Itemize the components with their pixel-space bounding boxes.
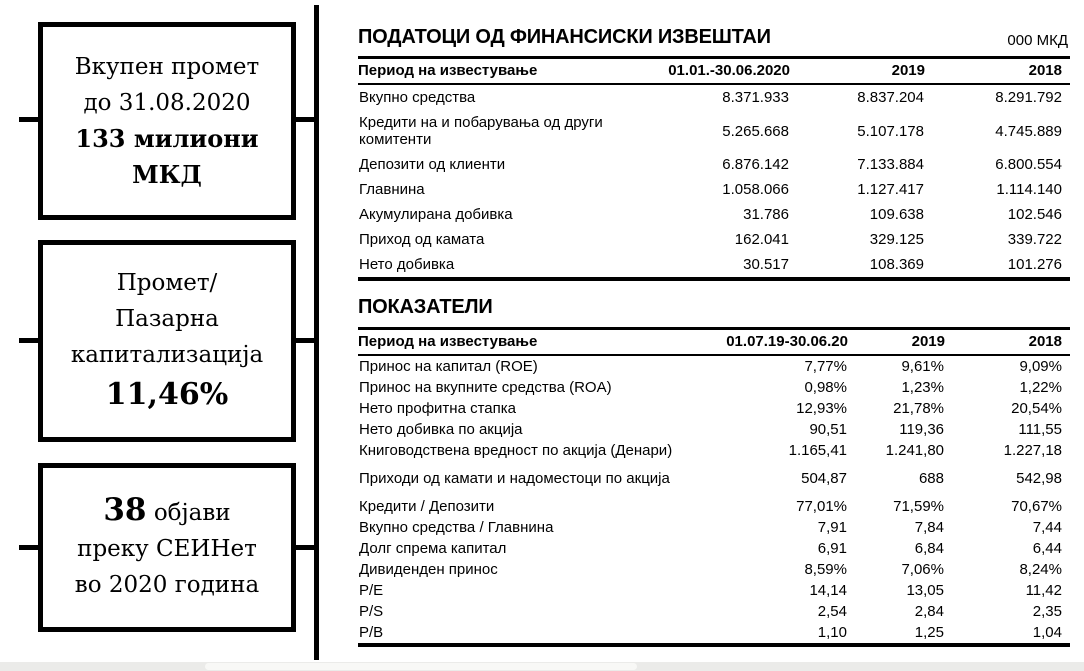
row-value: 7.133.884: [857, 156, 924, 173]
row-label: Главнина: [359, 181, 425, 198]
row-label: Долг спрема капитал: [359, 540, 507, 557]
table-row: [358, 538, 1070, 559]
row-value: 108.369: [869, 256, 924, 273]
row-label: Кредити на и побарувања од други комитенти: [359, 114, 603, 148]
table-header-row: [358, 329, 1070, 356]
row-value: 8,59%: [804, 561, 847, 578]
table-header-row: [358, 58, 1070, 85]
stat-box-value: 133 милиони: [75, 124, 259, 153]
row-label: Вкупно средства / Главнина: [359, 519, 554, 536]
column-header: 2018: [925, 58, 1070, 85]
row-value: 14,14: [809, 582, 847, 599]
row-label: Депозити од клиенти: [359, 156, 506, 173]
row-value: 1,22%: [1019, 379, 1062, 396]
row-label: Нето профитна стапка: [359, 400, 516, 417]
stat-box-line: преку СЕИНет: [77, 536, 257, 562]
stat-box-line: Пазарна: [115, 306, 219, 332]
row-value: 5.265.668: [722, 122, 789, 140]
row-value: 20,54%: [1011, 400, 1062, 417]
row-value: 1.058.066: [722, 181, 789, 198]
row-value: 70,67%: [1011, 498, 1062, 515]
row-value: 111,55: [1018, 421, 1062, 438]
table-row: [358, 489, 1070, 517]
row-value: 1.127.417: [857, 181, 924, 198]
row-value: 109.638: [869, 206, 924, 223]
row-value: 7,06%: [901, 561, 944, 578]
table-row: [358, 398, 1070, 419]
row-value: 1.227,18: [1003, 442, 1062, 459]
column-header: 01.07.19-30.06.20: [726, 329, 848, 356]
row-value: 31.786: [743, 206, 789, 223]
row-value: 162.041: [734, 231, 789, 248]
row-value: 102.546: [1007, 206, 1062, 223]
table-row: [358, 419, 1070, 440]
indicators-title: ПОКАЗАТЕЛИ: [358, 296, 493, 318]
connector-vertical-line: [314, 5, 319, 660]
row-value: 12,93%: [796, 400, 847, 417]
row-value: 8.291.792: [995, 89, 1062, 106]
stat-box-line-rest: објави: [153, 500, 231, 526]
row-value: 5.107.178: [857, 122, 924, 140]
table-row: [358, 517, 1070, 538]
stat-box-announcements: [38, 463, 296, 632]
row-value: 13,05: [906, 582, 944, 599]
stat-box-total-turnover: [38, 22, 296, 220]
connector-stub-right-3: [293, 545, 316, 550]
row-value: 9,09%: [1019, 358, 1062, 375]
column-header: 01.01.-30.06.2020: [643, 58, 790, 85]
table-row: [358, 177, 1070, 202]
row-value: 77,01%: [796, 498, 847, 515]
row-value: 101.276: [1007, 256, 1062, 273]
row-value: 6.876.142: [722, 156, 789, 173]
column-header: 2019: [848, 329, 945, 356]
row-label: Акумулирана добивка: [359, 206, 513, 223]
row-value: 2,84: [914, 603, 944, 620]
financial-table: [358, 56, 1070, 281]
scrollbar-thumb[interactable]: [205, 663, 637, 670]
row-value: 71,59%: [893, 498, 944, 515]
row-value: 21,78%: [893, 400, 944, 417]
row-value: 30.517: [743, 256, 789, 273]
row-label: P/E: [359, 582, 384, 599]
row-label: Кредити / Депозити: [359, 498, 495, 515]
table-row: [358, 202, 1070, 227]
table-row: [358, 559, 1070, 580]
row-label: P/B: [359, 624, 384, 641]
stat-box-line: Промет/: [116, 270, 218, 296]
row-value: 8.837.204: [857, 89, 924, 106]
row-value: 7,84: [914, 519, 944, 536]
row-label: Дивиденден принос: [359, 561, 498, 578]
row-label: Книговодствена вредност по акција (Денари): [359, 442, 673, 459]
column-header: 2019: [790, 58, 925, 85]
stat-box-turnover-market-cap: [38, 240, 296, 442]
stat-box-value: МКД: [132, 160, 202, 189]
connector-stub-right-2: [293, 338, 316, 343]
stat-box-value: 38: [103, 492, 147, 528]
row-value: 6,84: [914, 540, 944, 557]
stat-box-line: [103, 492, 230, 531]
row-value: 688: [918, 470, 944, 487]
row-value: 8,24%: [1019, 561, 1062, 578]
stat-box-value: 11,46%: [105, 377, 229, 412]
row-value: 0,98%: [804, 379, 847, 396]
table-row: [358, 580, 1070, 601]
row-label: Вкупно средства: [359, 89, 476, 106]
row-value: 9,61%: [901, 358, 944, 375]
row-value: 7,77%: [804, 358, 847, 375]
row-value: 339.722: [1007, 231, 1062, 248]
row-value: 4.745.889: [995, 122, 1062, 140]
row-value: 1.165,41: [788, 442, 847, 459]
column-header: 2018: [945, 329, 1070, 356]
financial-table-title-row: [358, 26, 1070, 49]
row-value: 11,42: [1025, 582, 1062, 599]
financial-table-title: ПОДАТОЦИ ОД ФИНАНСИСКИ ИЗВЕШТАИ: [358, 26, 771, 48]
table-row: [358, 440, 1070, 461]
row-value: 542,98: [1016, 470, 1062, 487]
row-value: 7,91: [817, 519, 847, 536]
table-row: [358, 252, 1070, 279]
scrollbar-track[interactable]: [0, 662, 1084, 671]
row-value: 90,51: [809, 421, 847, 438]
row-label: Принос на вкупните средства (ROA): [359, 379, 612, 396]
table-row: [358, 110, 1070, 152]
table-row: [358, 227, 1070, 252]
table-row: [358, 622, 1070, 645]
row-value: 2,54: [817, 603, 847, 620]
row-value: 6.800.554: [995, 156, 1062, 173]
row-value: 119,36: [899, 421, 944, 438]
row-label: Приход од камата: [359, 231, 485, 248]
table-row: [358, 461, 1070, 489]
row-label: P/S: [359, 603, 384, 620]
column-header: Период на известување: [358, 329, 726, 356]
row-value: 1,04: [1032, 624, 1062, 641]
row-value: 1.114.140: [996, 181, 1062, 198]
table-row: [358, 355, 1070, 377]
row-label: Принос на капитал (ROE): [359, 358, 538, 375]
row-value: 6,91: [817, 540, 847, 557]
indicators-table: [358, 327, 1070, 647]
row-value: 1,10: [817, 624, 847, 641]
row-value: 8.371.933: [722, 89, 789, 106]
stat-box-line: во 2020 година: [74, 572, 260, 598]
row-label: Нето добивка по акција: [359, 421, 523, 438]
row-value: 2,35: [1032, 603, 1062, 620]
column-header: Период на известување: [358, 58, 643, 85]
row-value: 7,44: [1032, 519, 1062, 536]
row-value: 6,44: [1032, 540, 1062, 557]
stat-box-line: капитализација: [70, 342, 264, 368]
table-row: [358, 377, 1070, 398]
row-label: Приходи од камати и надоместоци по акција: [359, 470, 670, 487]
report-content: [358, 26, 1070, 647]
table-row: [358, 601, 1070, 622]
stat-box-line: Вкупен промет: [74, 54, 260, 80]
connector-stub-right-1: [293, 117, 316, 122]
stat-box-line: до 31.08.2020: [83, 90, 251, 116]
unit-label: 000 МКД: [1007, 32, 1068, 49]
row-value: 1,23%: [901, 379, 944, 396]
row-value: 1.241,80: [885, 442, 944, 459]
row-value: 504,87: [801, 470, 847, 487]
table-row: [358, 84, 1070, 110]
row-value: 329.125: [869, 231, 924, 248]
row-label: Нето добивка: [359, 256, 455, 273]
row-value: 1,25: [914, 624, 944, 641]
table-row: [358, 152, 1070, 177]
